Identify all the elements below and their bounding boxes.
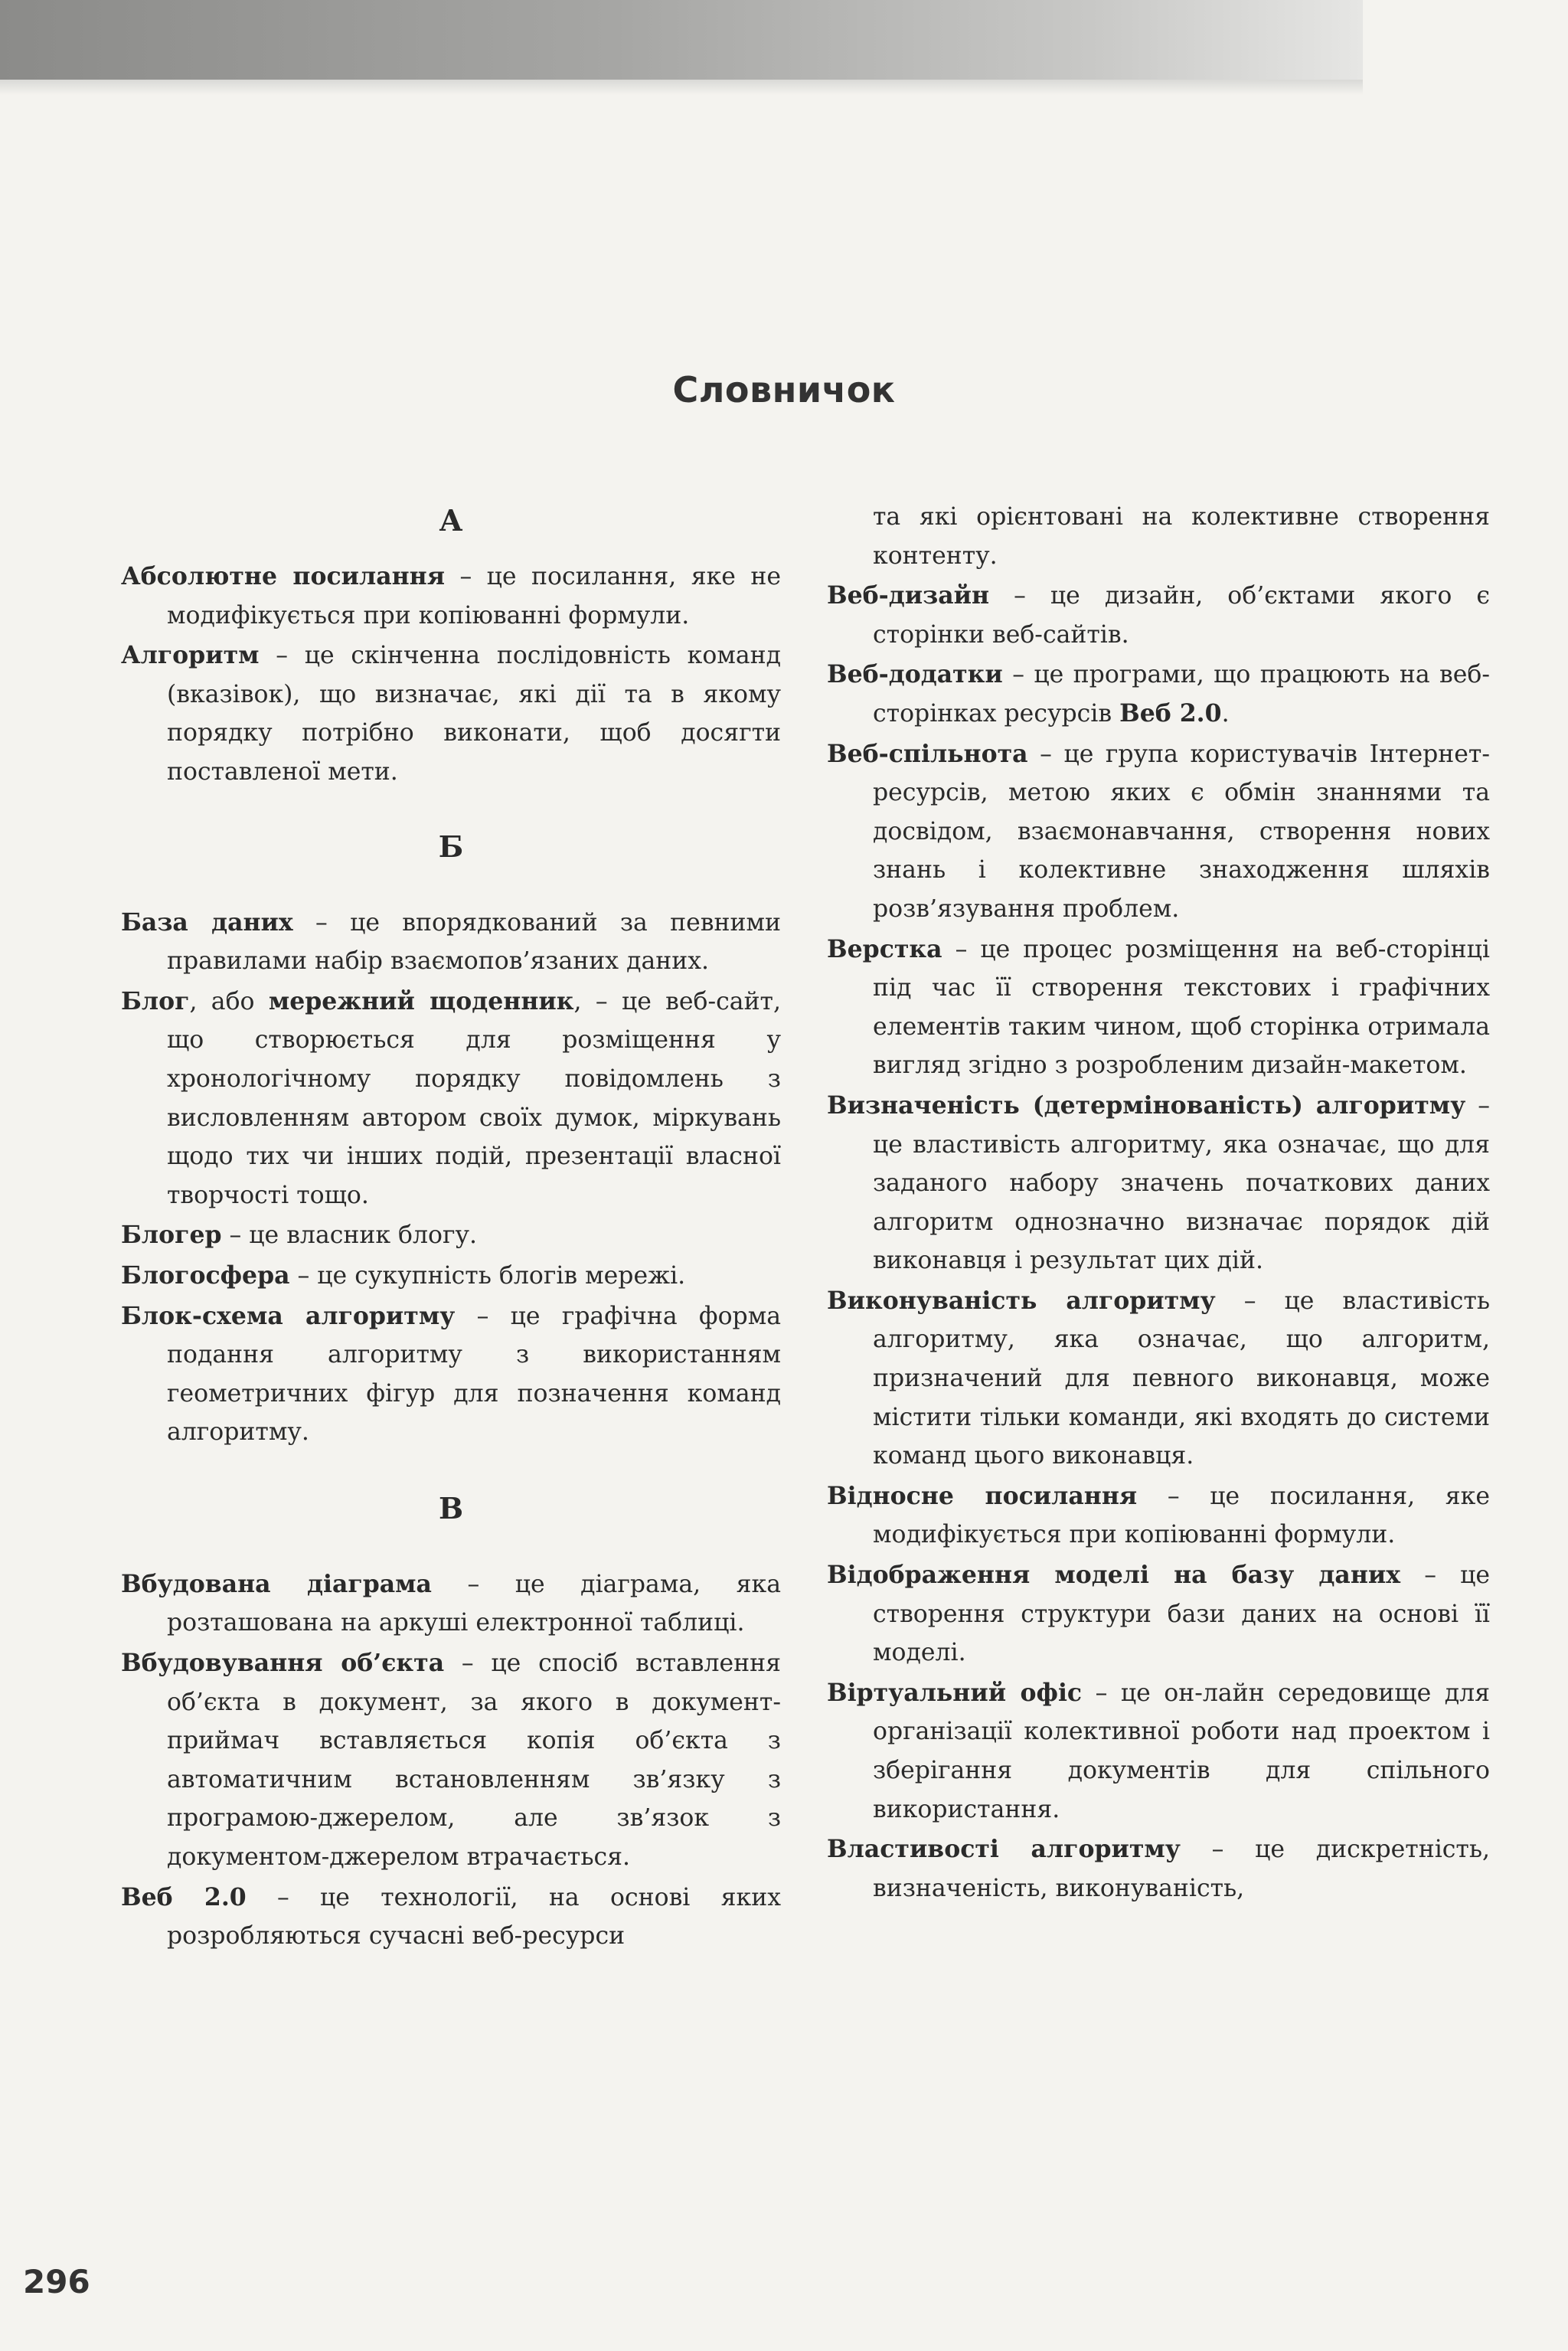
glossary-entry xyxy=(121,1257,781,1296)
entry-term: Вбудована діаграма xyxy=(121,1569,432,1598)
glossary-entry xyxy=(121,636,781,791)
entry-term: Відносне посилання xyxy=(827,1481,1138,1510)
glossary-entry xyxy=(121,558,781,635)
header-band xyxy=(0,0,1363,80)
page-title: Словничок xyxy=(672,369,896,410)
entry-text: , або xyxy=(189,987,269,1015)
entry-definition: – це впорядкований за певними правилами набір взаємопов’язаних даних. xyxy=(167,908,781,976)
glossary-entry-continued xyxy=(827,498,1490,575)
entry-term: Блогер xyxy=(121,1221,222,1250)
glossary-entry xyxy=(827,1830,1490,1908)
entry-definition: – це програми, що працюють на веб-сторінках ресурсів xyxy=(873,661,1490,728)
entry-term: Виконуваність алгоритму xyxy=(827,1286,1216,1315)
glossary-entry xyxy=(827,1674,1490,1829)
glossary-entry xyxy=(121,1644,781,1877)
glossary-entry xyxy=(121,1216,781,1255)
entry-definition: – це графічна форма подання алгоритму з використанням геометричних фігур для позначення команд алгоритму. xyxy=(167,1302,781,1447)
entry-term: Блогосфера xyxy=(121,1261,290,1290)
entry-term-alt: мережний щоденник xyxy=(268,986,574,1015)
entry-definition: – це властивість алгоритму, яка означає, що алгоритм, призначений для певного виконавця, може містити тільки команди, які входять до системи команд цього виконавця. xyxy=(873,1287,1490,1470)
entry-term: Відображення моделі на базу даних xyxy=(827,1561,1401,1590)
section-letter-v: В xyxy=(438,1490,464,1525)
entry-term: Визначеність (детермінованість) алгоритму xyxy=(827,1090,1466,1120)
glossary-column-right xyxy=(827,498,1490,1909)
entry-term: Веб 2.0 xyxy=(121,1882,247,1911)
entry-definition: – це скінченна послідовність команд (вказівок), що визначає, які дії та в якому порядку потрібно виконати, щоб досягти поставленої мети. xyxy=(167,642,781,786)
glossary-entry xyxy=(121,1879,781,1956)
glossary-entry xyxy=(827,735,1490,929)
header-band-shadow xyxy=(0,80,1363,95)
glossary-entry xyxy=(121,983,781,1215)
entry-term: Алгоритм xyxy=(121,641,260,670)
entry-term: Веб-дизайн xyxy=(827,581,990,610)
glossary-entry xyxy=(121,904,781,981)
entry-definition: та які орієнтовані на колективне створення контенту. xyxy=(873,503,1490,570)
entry-definition: – це сукупність блогів мережі. xyxy=(289,1261,686,1290)
entry-term: Блог xyxy=(121,986,190,1015)
entry-term: Блок-схема алгоритму xyxy=(121,1301,456,1330)
entry-term: Властивості алгоритму xyxy=(827,1835,1181,1864)
entry-definition: – це група користувачів Інтернет-ресурсів, метою яких є обмін знаннями та досвідом, взаємонавчання, створення нових знань і колективне знаходження шляхів розв’язування проблем. xyxy=(873,740,1490,923)
glossary-column-left xyxy=(121,498,781,1957)
entry-term: Абсолютне посилання xyxy=(121,562,445,590)
entry-term: Віртуальний офіс xyxy=(827,1678,1083,1707)
entry-term: Веб-додатки xyxy=(827,660,1003,689)
glossary-entry xyxy=(827,930,1490,1085)
entry-definition: – це посилання, яке не модифікується при копіюванні формули. xyxy=(167,563,781,629)
entry-definition: – це властивість алгоритму, яка означає, що для заданого набору значень початкових даних алгоритм однозначно визначає порядок дій виконавця і результат цих дій. xyxy=(873,1091,1490,1275)
glossary-entry xyxy=(827,656,1490,733)
entry-definition: – це діаграма, яка розташована на аркуші електронної таблиці. xyxy=(167,1570,781,1637)
entry-term: Верстка xyxy=(827,934,942,963)
page-number: 296 xyxy=(23,2263,90,2300)
entry-definition: – це спосіб вставлення об’єкта в документ, за якого в документ-приймач вставляється копія об’єкта з автоматичним встановленням зв’язку з програмою-джерелом, але зв’язок з документом-джерелом втрачається. xyxy=(167,1650,781,1872)
entry-definition: – це процес розміщення на веб-сторінці під час її створення текстових і графічних елементів таким чином, щоб сторінка отримала вигляд згідно з розробленим дизайн-макетом. xyxy=(873,935,1490,1080)
entry-term-inline: Веб 2.0 xyxy=(1119,698,1222,728)
glossary-entry xyxy=(827,1087,1490,1280)
entry-definition: – це власник блогу. xyxy=(221,1221,478,1250)
entry-end: . xyxy=(1221,699,1230,728)
entry-term: База даних xyxy=(121,907,293,937)
glossary-entry xyxy=(827,1477,1490,1555)
entry-definition: – це дизайн, об’єктами якого є сторінки веб-сайтів. xyxy=(873,582,1490,649)
entry-term: Веб-спільнота xyxy=(827,739,1028,768)
entry-term: Вбудовування об’єкта xyxy=(121,1649,445,1678)
glossary-entry xyxy=(827,1556,1490,1673)
entry-definition: – це он-лайн середовище для організації колективної роботи над проектом і зберігання документів для спільного використання. xyxy=(873,1679,1490,1823)
section-letter-a: А xyxy=(439,503,463,538)
entry-definition: – це посилання, яке модифікується при копіюванні формули. xyxy=(873,1482,1490,1549)
glossary-entry xyxy=(121,1565,781,1643)
entry-definition: , – це веб-сайт, що створюється для розміщення у хронологічному порядку повідомлень з висловленням автором своїх думок, міркувань щодо тих чи інших подій, презентації власної творчості тощо. xyxy=(167,987,782,1209)
entry-definition: – це створення структури бази даних на основі її моделі. xyxy=(873,1561,1490,1667)
glossary-entry xyxy=(827,577,1490,654)
glossary-entry xyxy=(121,1297,781,1452)
entry-definition: – це технології, на основі яких розробляються сучасні веб-ресурси xyxy=(167,1883,781,1950)
section-letter-b: Б xyxy=(438,829,464,864)
glossary-entry xyxy=(827,1282,1490,1476)
entry-definition: – це дискретність, визначеність, виконуваність, xyxy=(873,1836,1490,1902)
